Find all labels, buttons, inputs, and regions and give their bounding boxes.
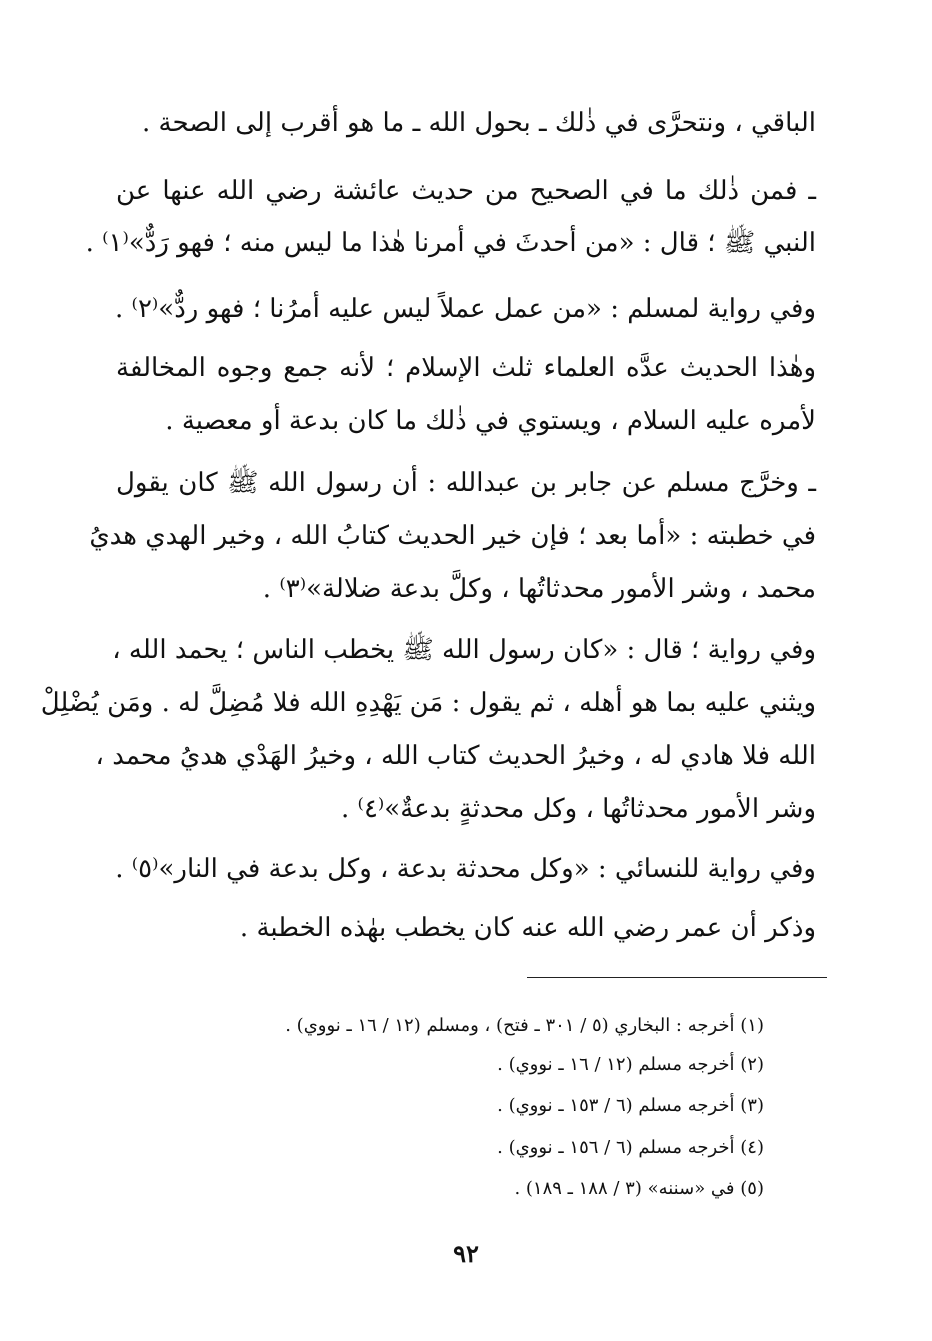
- text-line: في خطبته : «أما بعد ؛ فإن خير الحديث كتابُ الله ، وخير الهدي هديُ: [89, 521, 816, 551]
- text-line: وفي رواية ؛ قال : «كان رسول الله ﷺ يخطب الناس ؛ يحمد الله ،: [112, 635, 816, 665]
- footnote-1: (١) أخرجه : البخاري (٥ / ٣٠١ ـ فتح) ، ومسلم (١٢ / ١٦ ـ نووي) .: [285, 1015, 764, 1036]
- footnote-2: (٢) أخرجه مسلم (١٢ / ١٦ ـ نووي) .: [497, 1054, 764, 1075]
- text-line: وفي رواية للنسائي : «وكل محدثة بدعة ، وكل بدعة في النار»⁽٥⁾ .: [115, 854, 816, 884]
- text-line: ـ فمن ذٰلك ما في الصحيح من حديث عائشة رضي الله عنها عن: [116, 176, 816, 206]
- text-line: الباقي ، ونتحرَّى في ذٰلك ـ بحول الله ـ ما هو أقرب إلى الصحة .: [142, 108, 816, 138]
- text-line: وفي رواية لمسلم : «من عمل عملاً ليس عليه أمرُنا ؛ فهو ردٌّ»⁽٢⁾ .: [115, 294, 816, 324]
- text-line: ـ وخرَّج مسلم عن جابر بن عبدالله : أن رسول الله ﷺ كان يقول: [116, 468, 816, 498]
- text-line: وهٰذا الحديث عدَّه العلماء ثلث الإسلام ؛ لأنه جمع وجوه المخالفة: [116, 353, 816, 383]
- footnote-separator: [527, 977, 827, 978]
- footnote-4: (٤) أخرجه مسلم (٦ / ١٥٦ ـ نووي) .: [497, 1137, 764, 1158]
- text-line: وشر الأمور محدثاتُها ، وكل محدثةٍ بدعةٌ»⁽٤⁾ .: [341, 794, 816, 824]
- text-line: محمد ، وشر الأمور محدثاتُها ، وكلَّ بدعة ضلالة»⁽٣⁾ .: [262, 574, 816, 604]
- text-line: الله فلا هادي له ، وخيرُ الحديث كتاب الله ، وخيرُ الهَدْي هديُ محمد ،: [95, 741, 816, 771]
- footnote-5: (٥) في «سننه» (٣ / ١٨٨ ـ ١٨٩) .: [514, 1178, 764, 1199]
- footnote-3: (٣) أخرجه مسلم (٦ / ١٥٣ ـ نووي) .: [497, 1095, 764, 1116]
- text-line: لأمره عليه السلام ، ويستوي في ذٰلك ما كان بدعة أو معصية .: [165, 406, 816, 436]
- text-line: ويثني عليه بما هو أهله ، ثم يقول : مَن يَهْدِهِ الله فلا مُضِلَّ له . ومَن يُضْلِلْ: [40, 688, 816, 718]
- page-number: ٩٢: [453, 1239, 479, 1268]
- text-line: وذكر أن عمر رضي الله عنه كان يخطب بهٰذه الخطبة .: [239, 913, 816, 943]
- text-line: النبي ﷺ ؛ قال : «من أحدثَ في أمرنا هٰذا ما ليس منه ؛ فهو رَدٌّ»⁽١⁾ .: [85, 228, 816, 258]
